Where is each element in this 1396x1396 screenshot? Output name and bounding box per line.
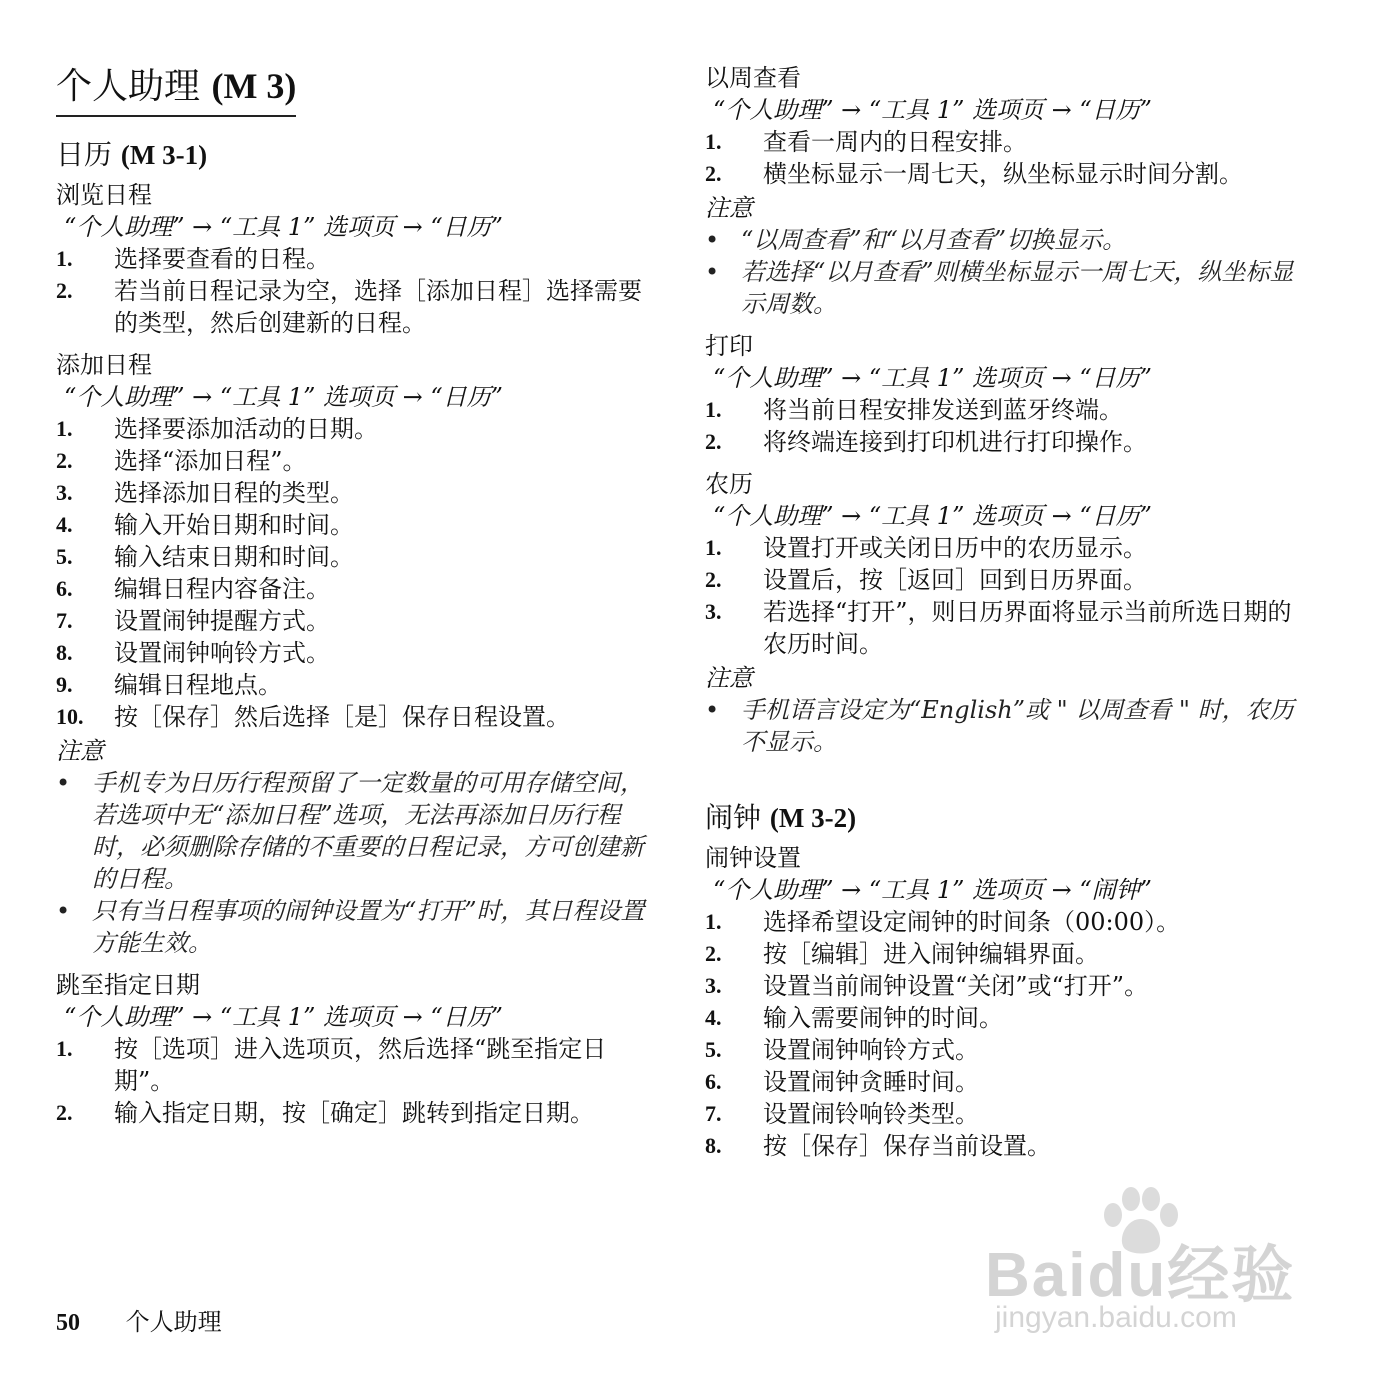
subheading-browse: 浏览日程 <box>56 181 152 209</box>
step-item: 1. 选择要添加活动的日期。 <box>56 415 378 443</box>
subheading-add: 添加日程 <box>56 351 152 379</box>
steps-list <box>56 413 652 733</box>
step-item: 3. 若选择“打开”，则日历界面将显示当前所选日期的农历时间。 <box>705 598 1292 658</box>
step-item: 2. 若当前日程记录为空，选择［添加日程］选择需要的类型，然后创建新的日程。 <box>56 277 642 337</box>
step-item: 3. 设置当前闹钟设置“关闭”或“打开”。 <box>705 972 1149 1000</box>
step-item: 2. 横坐标显示一周七天，纵坐标显示时间分割。 <box>705 160 1243 188</box>
bullet-icon: • <box>705 226 720 254</box>
menu-path: “个人助理” → “工具 1” 选项页 → “日历” <box>713 364 1152 392</box>
bullet-icon: • <box>705 258 720 286</box>
notes-list <box>705 694 1305 758</box>
baidu-watermark <box>985 1185 1315 1345</box>
menu-path: “个人助理” → “工具 1” 选项页 → “日历” <box>64 383 503 411</box>
subheading-print: 打印 <box>705 332 753 360</box>
watermark-logo: Baidu经验 <box>985 1241 1296 1310</box>
watermark-url: jingyan.baidu.com <box>995 1301 1237 1334</box>
step-item: 10. 按［保存］然后选择［是］保存日程设置。 <box>56 703 570 731</box>
page-number: 50 <box>56 1310 80 1336</box>
note-item: • 手机专为日历行程预留了一定数量的可用存储空间，若选项中无“添加日程”选项，无法再添加日历行程时，必须删除存储的不重要的日程记录，方可创建新的日程。 <box>56 769 644 893</box>
note-heading: 注意 <box>56 737 104 765</box>
step-item: 1. 选择希望设定闹钟的时间条（00:00）。 <box>705 908 1181 936</box>
subheading-week: 以周查看 <box>705 64 801 92</box>
menu-path: “个人助理” → “工具 1” 选项页 → “日历” <box>713 96 1152 124</box>
step-item: 2. 将终端连接到打印机进行打印操作。 <box>705 428 1147 456</box>
step-item: 2. 设置后，按［返回］回到日历界面。 <box>705 566 1147 594</box>
steps-list <box>705 532 1305 660</box>
step-item: 2. 输入指定日期，按［确定］跳转到指定日期。 <box>56 1099 594 1127</box>
menu-path: “个人助理” → “工具 1” 选项页 → “闹钟” <box>713 876 1152 904</box>
step-item: 4. 输入需要闹钟的时间。 <box>705 1004 1003 1032</box>
step-item: 7. 设置闹钟提醒方式。 <box>56 607 330 635</box>
steps-list <box>56 243 652 339</box>
section-title-alarm: 闹钟 (M 3-2) <box>705 801 857 834</box>
note-heading: 注意 <box>705 194 753 222</box>
footer-section: 个人助理 <box>125 1308 222 1336</box>
step-item: 5. 设置闹钟响铃方式。 <box>705 1036 979 1064</box>
step-item: 5. 输入结束日期和时间。 <box>56 543 354 571</box>
menu-path: “个人助理” → “工具 1” 选项页 → “日历” <box>64 213 503 241</box>
step-item: 2. 按［编辑］进入闹钟编辑界面。 <box>705 940 1099 968</box>
step-item: 6. 设置闹钟贪睡时间。 <box>705 1068 979 1096</box>
step-item: 1. 设置打开或关闭日历中的农历显示。 <box>705 534 1147 562</box>
step-item: 8. 按［保存］保存当前设置。 <box>705 1132 1051 1160</box>
step-item: 1. 查看一周内的日程安排。 <box>705 128 1027 156</box>
note-item: • 若选择“以月查看”则横坐标显示一周七天，纵坐标显示周数。 <box>705 258 1294 318</box>
menu-path: “个人助理” → “工具 1” 选项页 → “日历” <box>64 1003 503 1031</box>
steps-list <box>705 126 1305 190</box>
step-item: 1. 将当前日程安排发送到蓝牙终端。 <box>705 396 1123 424</box>
step-item: 9. 编辑日程地点。 <box>56 671 282 699</box>
note-item: • 手机语言设定为“English”或 " 以周查看 " 时，农历不显示。 <box>705 696 1294 756</box>
step-item: 6. 编辑日程内容备注。 <box>56 575 330 603</box>
bullet-icon: • <box>56 769 71 797</box>
chapter-title: 个人助理 (M 3) <box>56 62 296 117</box>
note-heading: 注意 <box>705 664 753 692</box>
step-item: 4. 输入开始日期和时间。 <box>56 511 354 539</box>
notes-list <box>56 767 652 959</box>
menu-path: “个人助理” → “工具 1” 选项页 → “日历” <box>713 502 1152 530</box>
step-item: 1. 按［选项］进入选项页，然后选择“跳至指定日期”。 <box>56 1035 607 1095</box>
step-item: 2. 选择“添加日程”。 <box>56 447 307 475</box>
steps-list <box>56 1033 652 1129</box>
bullet-icon: • <box>56 897 71 925</box>
step-item: 1. 选择要查看的日程。 <box>56 245 330 273</box>
left-column <box>56 62 652 1129</box>
page-footer <box>56 1302 222 1337</box>
subheading-goto: 跳至指定日期 <box>56 971 200 999</box>
step-item: 7. 设置闹铃响铃类型。 <box>705 1100 979 1128</box>
step-item: 8. 设置闹钟响铃方式。 <box>56 639 330 667</box>
section-title-calendar: 日历 (M 3-1) <box>56 138 208 171</box>
note-item: • 只有当日程事项的闹钟设置为“打开”时，其日程设置方能生效。 <box>56 897 645 957</box>
steps-list <box>705 394 1305 458</box>
right-column <box>705 62 1305 1162</box>
steps-list <box>705 906 1305 1162</box>
step-item: 3. 选择添加日程的类型。 <box>56 479 354 507</box>
note-item: • “以周查看”和“以月查看”切换显示。 <box>705 226 1127 254</box>
subheading-lunar: 农历 <box>705 470 753 498</box>
subheading-alarm-setup: 闹钟设置 <box>705 844 801 872</box>
bullet-icon: • <box>705 696 720 724</box>
notes-list <box>705 224 1305 320</box>
